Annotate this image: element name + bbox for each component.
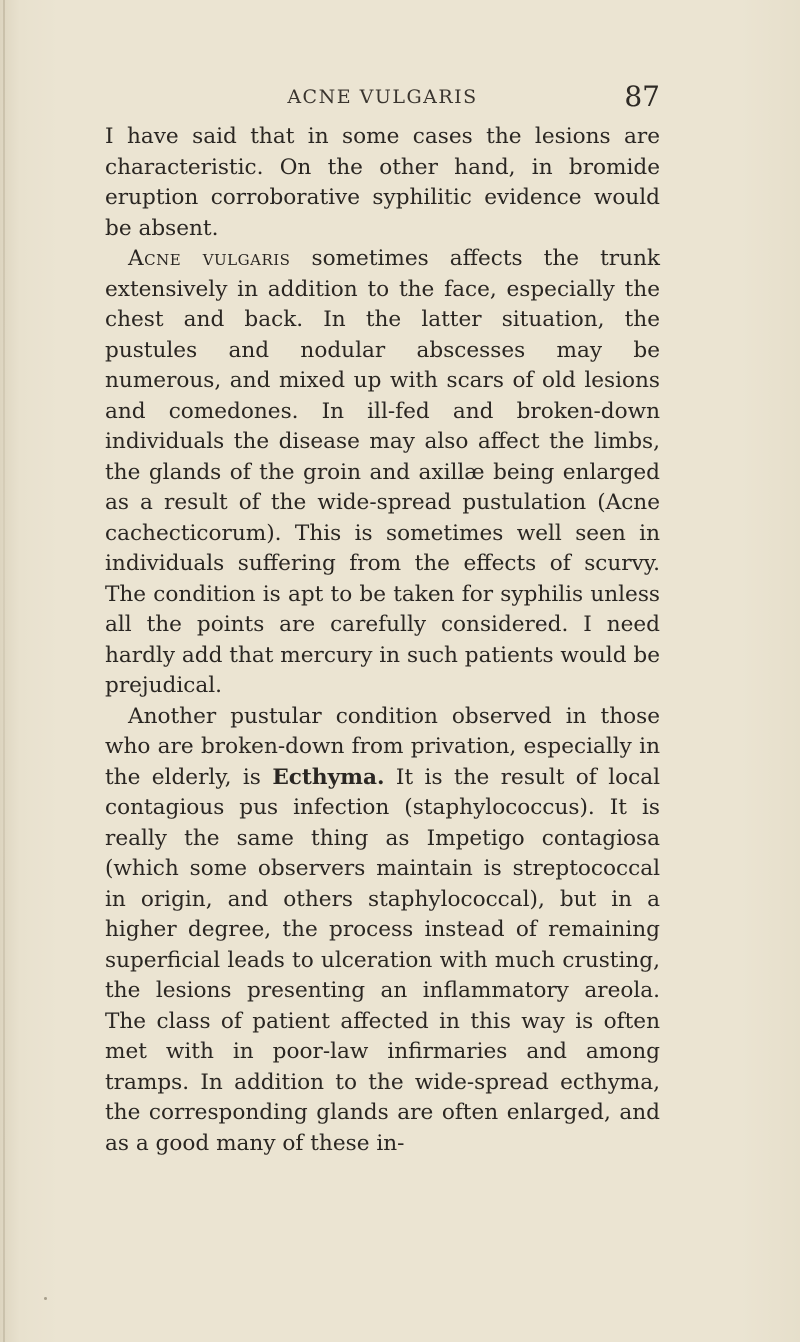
- running-head: ACNE VULGARIS: [287, 86, 478, 108]
- paragraph-1-text: I have said that in some cases the lesions are characteristic. On the other hand, in bromide eruption corroborative syphilitic evidence would be absent.: [105, 124, 660, 241]
- paragraph-3-term: Ecthyma.: [272, 764, 385, 790]
- paragraph-2-lead: Acne vulgaris: [128, 246, 291, 271]
- paper-speck: [44, 1297, 47, 1300]
- page-gutter: [3, 0, 5, 1342]
- paragraph-2-text: sometimes affects the trunk extensively in addition to the face, especially the chest and back. In the latter situation, the pustules and nodular abscesses may be numerous, and mixed up with scars of old lesions and comedones. In ill-fed and broken-down individuals the disease may also affect the limbs, the glands of the groin and axillæ being enlarged as a result of the wide-spread pustulation (Acne cachecticorum). This is sometimes well seen in individuals suffering from the effects of scurvy. The condition is apt to be taken for syphilis unless all the points are carefully considered. I need hardly add that mercury in such patients would be prejudical.: [105, 246, 660, 698]
- paragraph-3-text-start: Another pustular condition observed in those who are broken-down from privation, especially in the elderly, is: [105, 703, 660, 790]
- page-number: 87: [624, 80, 660, 113]
- paragraph-1: [105, 122, 660, 244]
- paragraph-3-text-end: It is the result of local contagious pus infection (staphylococcus). It is really the same thing as Impetigo contagiosa (which some observers maintain is streptococcal in origin, and others staphylococcal), but in a higher degree, the process instead of remaining superficial leads to ulceration with much crusting, the lesions presenting an inflammatory areola. The class of patient affected in this way is often met with in poor-law infirmaries and among tramps. In addition to the wide-spread ecthyma, the corresponding glands are often enlarged, and as a good many of these in-: [105, 764, 660, 1156]
- paragraph-2: [105, 244, 660, 702]
- body-text: [105, 122, 660, 1159]
- paragraph-3: [105, 702, 660, 1160]
- page-header: [105, 80, 660, 116]
